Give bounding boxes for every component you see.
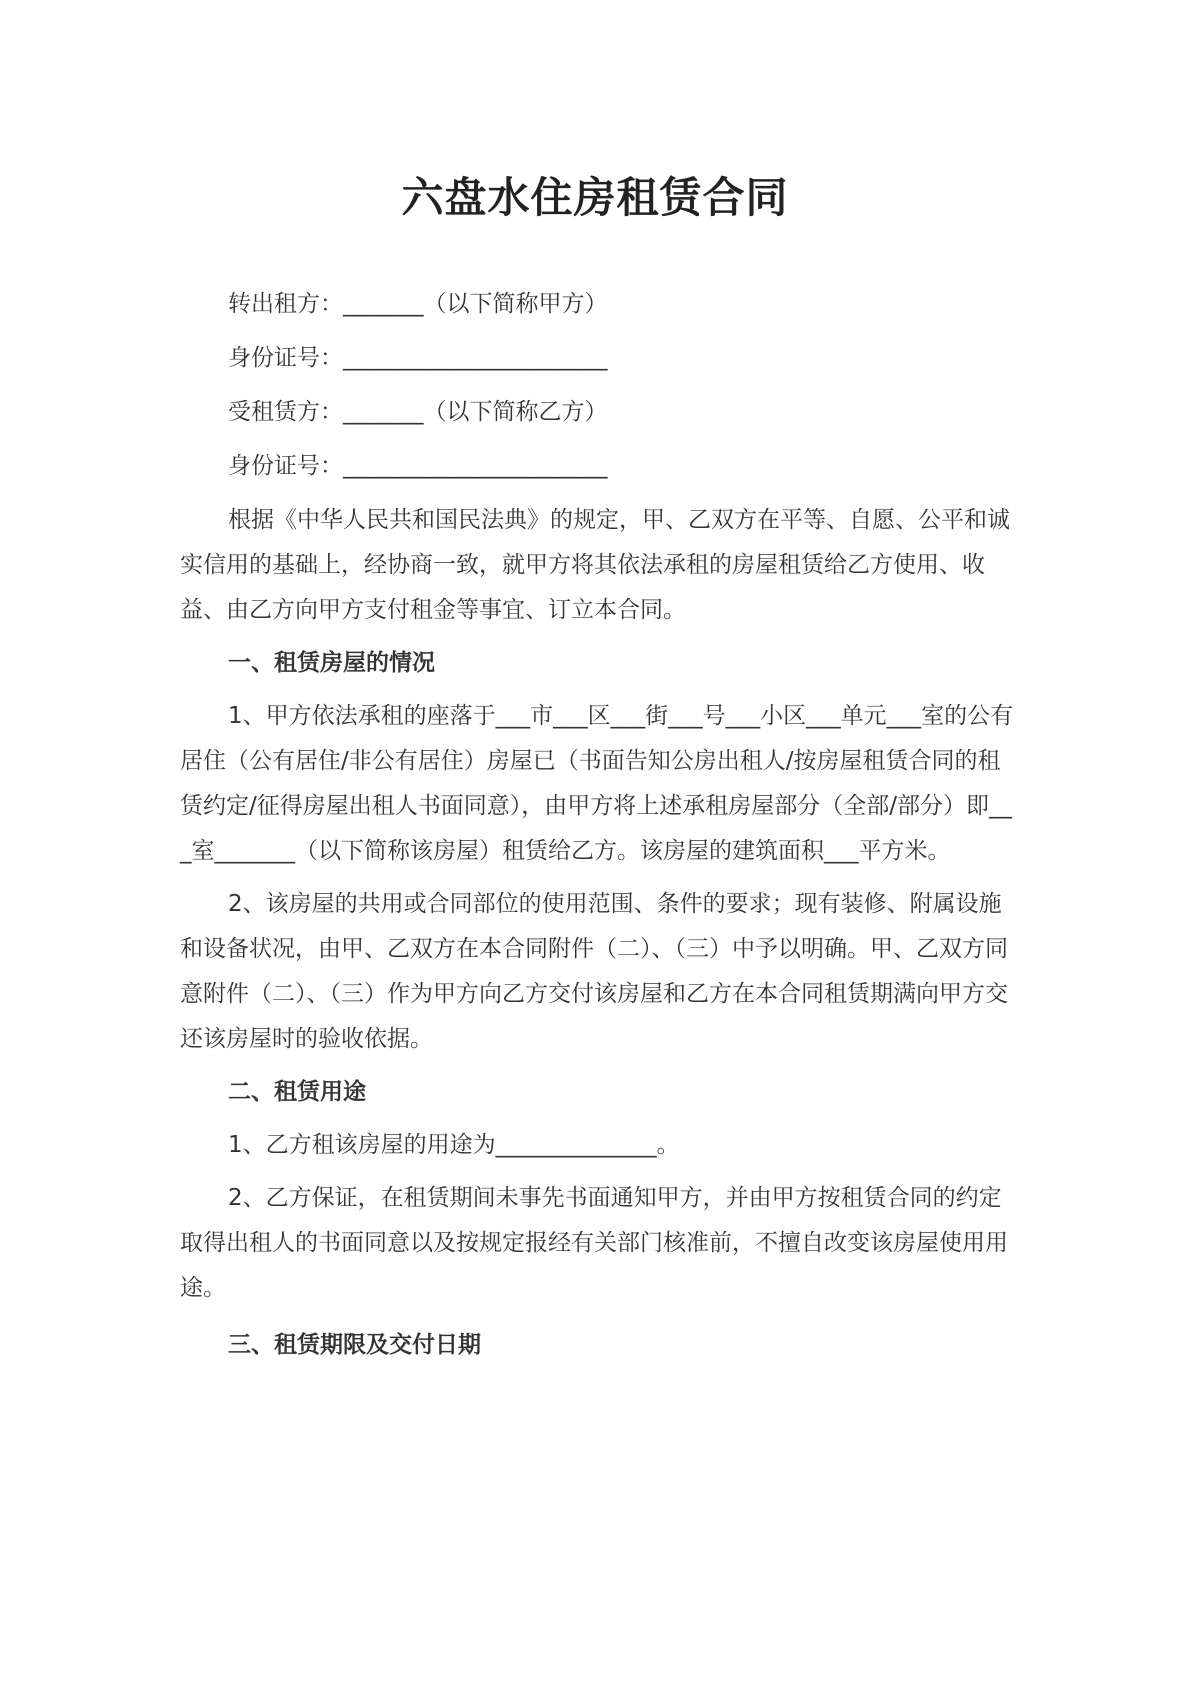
section-3-heading: 三、租赁期限及交付日期 [228,1332,481,1358]
lessee-id-line: 身份证号：_______________________ [228,453,608,479]
intro-paragraph: 根据《中华人民共和国民法典》的规定，甲、乙双方在平等、自愿、公平和诚实信用的基础上，经协商一致，就甲方将其依法承租的房屋租赁给乙方使用、收益、由乙方向甲方支付租金等事宜、订立本合同。 [180,507,1010,623]
lessor-id-line: 身份证号：_______________________ [228,345,608,371]
document-body [180,282,1018,1368]
section-2-paragraph-2: 2、乙方保证，在租赁期间未事先书面通知甲方，并由甲方按租赁合同的约定取得出租人的书面同意以及按规定报经有关部门核准前，不擅自改变该房屋使用用途。 [180,1185,1008,1301]
section-2-heading: 二、租赁用途 [228,1079,366,1105]
section-1-paragraph-1: 1、甲方依法承租的座落于___市___区___街___号___小区___单元___室的公有居住（公有居住/非公有居住）房屋已（书面告知公房出租人/按房屋租赁合同的租赁约定/征得房屋出租人书面同意），由甲方将上述承租房屋部分（全部/部分）即___室_______（以下简称该房屋）租赁给乙方。该房屋的建筑面积___平方米。 [180,703,1014,864]
section-1-paragraph-2: 2、该房屋的共用或合同部位的使用范围、条件的要求；现有装修、附属设施和设备状况，由甲、乙双方在本合同附件（二）、（三）中予以明确。甲、乙双方同意附件（二）、（三）作为甲方向乙方交付该房屋和乙方在本合同租赁期满向甲方交还该房屋时的验收依据。 [180,891,1008,1052]
lessor-line: 转出租方：_______（以下简称甲方） [228,291,608,317]
section-2-paragraph-1: 1、乙方租该房屋的用途为______________。 [228,1132,680,1158]
lessee-line: 受租赁方：_______（以下简称乙方） [228,399,608,425]
section-1-heading: 一、租赁房屋的情况 [228,650,435,676]
document-title: 六盘水住房租赁合同 [401,173,789,222]
